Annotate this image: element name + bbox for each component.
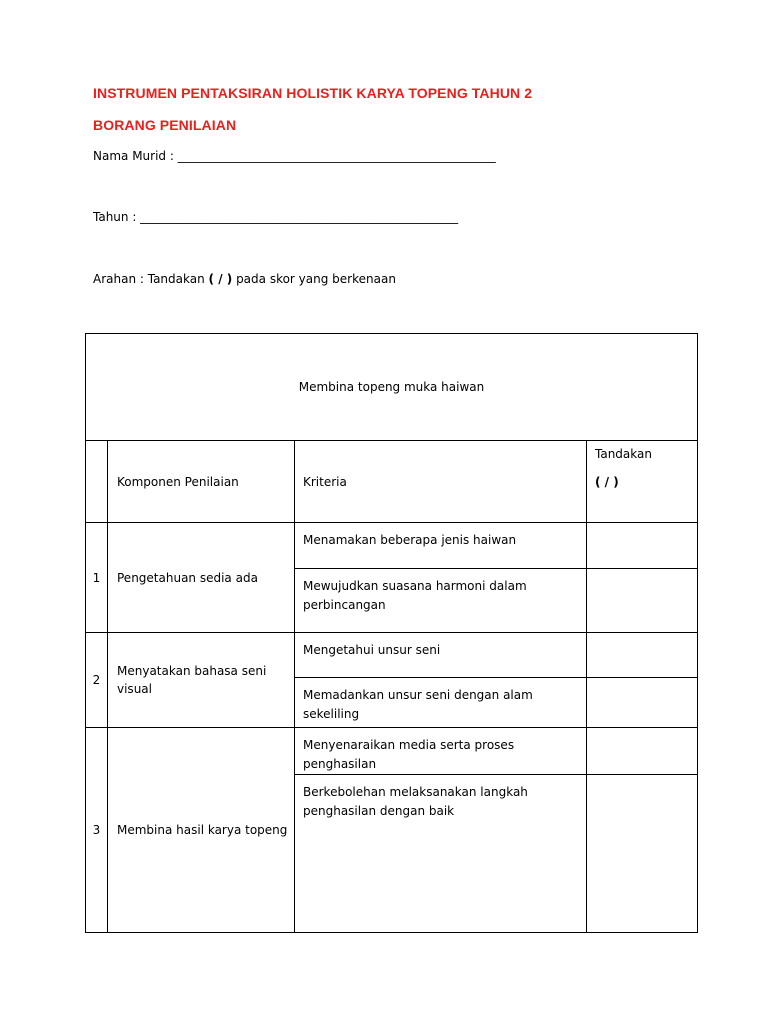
column-number-header [86, 441, 108, 523]
tick-box[interactable] [587, 678, 698, 728]
kriteria-cell: Mewujudkan suasana harmoni dalam perbincangan [295, 569, 587, 633]
row-number: 1 [86, 523, 108, 633]
form-subtitle: BORANG PENILAIAN [93, 117, 237, 133]
komponen-cell: Pengetahuan sedia ada [108, 523, 295, 633]
instruction-prefix: Arahan : Tandakan [93, 272, 209, 286]
komponen-cell: Membina hasil karya topeng [108, 728, 295, 933]
kriteria-cell: Mengetahui unsur seni [295, 633, 587, 678]
column-tandakan-header [587, 441, 698, 523]
row-number: 2 [86, 633, 108, 728]
assessment-table [85, 333, 698, 933]
row-number: 3 [86, 728, 108, 933]
instruction-suffix: pada skor yang berkenaan [232, 272, 396, 286]
tandakan-label: Tandakan [595, 447, 652, 461]
column-kriteria-header: Kriteria [295, 441, 587, 523]
instruction-symbol: ( / ) [208, 272, 233, 286]
kriteria-cell: Menyenaraikan media serta proses penghasilan [295, 728, 587, 775]
table-caption: Membina topeng muka haiwan [86, 334, 698, 441]
year-field: Tahun : _____________________________________________________ [93, 210, 459, 224]
tandakan-symbol: ( / ) [595, 475, 619, 489]
column-komponen-header: Komponen Penilaian [108, 441, 295, 523]
kriteria-cell: Memadankan unsur seni dengan alam sekeliling [295, 678, 587, 728]
tick-box[interactable] [587, 523, 698, 569]
komponen-cell: Menyatakan bahasa seni visual [108, 633, 295, 728]
document-title: INSTRUMEN PENTAKSIRAN HOLISTIK KARYA TOPENG TAHUN 2 [93, 85, 533, 101]
tick-box[interactable] [587, 569, 698, 633]
student-name-field: Nama Murid : _____________________________________________________ [93, 149, 496, 163]
tick-box[interactable] [587, 728, 698, 775]
kriteria-cell: Berkebolehan melaksanakan langkah penghasilan dengan baik [295, 775, 587, 933]
instruction-text [93, 272, 396, 286]
kriteria-cell: Menamakan beberapa jenis haiwan [295, 523, 587, 569]
tick-box[interactable] [587, 633, 698, 678]
tick-box[interactable] [587, 775, 698, 933]
